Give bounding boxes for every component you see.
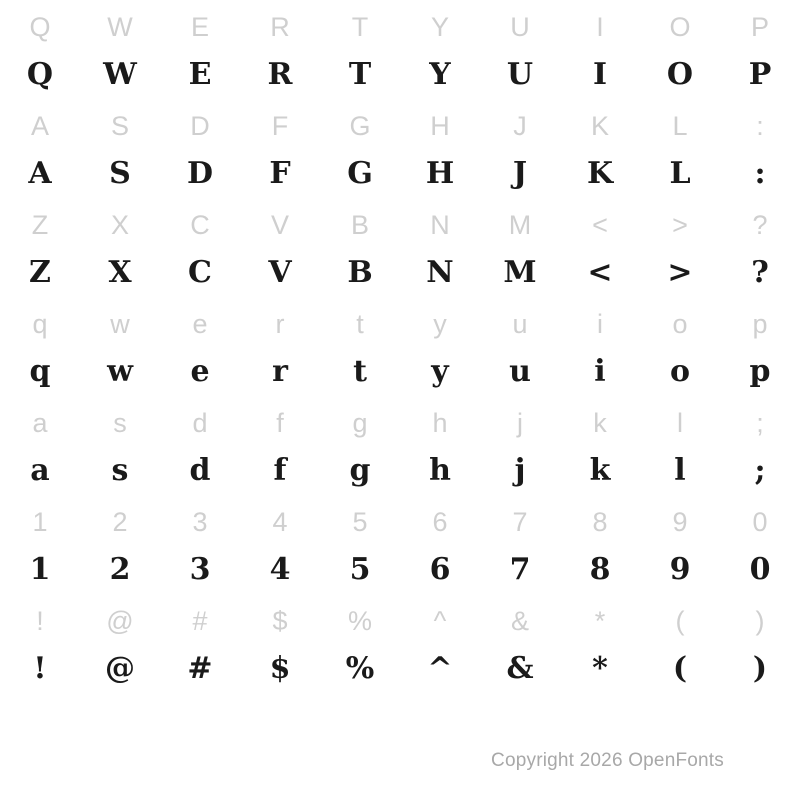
key-label-cell: D: [190, 111, 210, 141]
glyph-cell: *: [592, 651, 608, 686]
glyph-cell: Q: [26, 57, 54, 92]
glyph-cell: j: [514, 453, 526, 488]
key-label-cell: A: [30, 111, 49, 141]
glyph-sample-row: [0, 153, 800, 202]
glyph-cell: @: [105, 651, 135, 686]
glyph-cell: 5: [349, 552, 371, 587]
key-label-cell: d: [192, 408, 208, 438]
key-label-cell: :: [756, 111, 764, 141]
copyright-notice: Copyright 2026 OpenFonts: [491, 750, 724, 771]
glyph-cell: 3: [189, 552, 211, 587]
key-label-cell: ^: [433, 606, 447, 636]
glyph-cell: N: [426, 255, 454, 290]
glyph-cell: W: [103, 57, 137, 92]
key-label-cell: w: [110, 309, 130, 339]
glyph-cell: t: [353, 354, 367, 389]
glyph-cell: L: [669, 156, 691, 191]
key-label-cell: ;: [756, 408, 764, 438]
key-label-cell: s: [113, 408, 127, 438]
glyph-cell: I: [592, 57, 608, 92]
glyph-cell: P: [748, 57, 772, 92]
key-label-cell: Q: [29, 12, 51, 42]
glyph-cell: g: [349, 453, 371, 488]
key-label-cell: l: [677, 408, 683, 438]
glyph-cell: B: [347, 255, 373, 290]
key-label-cell: ): [755, 606, 765, 636]
key-label-cell: G: [349, 111, 371, 141]
key-label-cell: 9: [672, 507, 688, 537]
glyph-cell: T: [348, 57, 372, 92]
key-label-cell: K: [590, 111, 609, 141]
key-label-cell: r: [275, 309, 285, 339]
glyph-cell: 6: [429, 552, 451, 587]
glyph-sample-row: [0, 351, 800, 400]
key-label-cell: 7: [512, 507, 528, 537]
key-label-cell: <: [592, 210, 608, 240]
glyph-cell: 7: [509, 552, 531, 587]
glyph-cell: f: [273, 453, 287, 488]
glyph-cell: X: [108, 255, 132, 290]
keyboard-key-row: [0, 103, 800, 153]
key-label-cell: M: [508, 210, 532, 240]
key-label-cell: o: [672, 309, 688, 339]
glyph-cell: S: [109, 156, 131, 191]
glyph-cell: o: [669, 354, 690, 389]
key-label-cell: y: [433, 309, 447, 339]
key-label-cell: k: [593, 408, 607, 438]
glyph-cell: 2: [109, 552, 131, 587]
key-label-cell: @: [106, 606, 134, 636]
key-label-cell: B: [350, 210, 369, 240]
key-label-cell: J: [513, 111, 527, 141]
key-label-cell: #: [192, 606, 208, 636]
key-label-cell: u: [512, 309, 528, 339]
glyph-cell: ): [752, 651, 768, 686]
glyph-cell: U: [506, 57, 534, 92]
glyph-cell: l: [674, 453, 686, 488]
key-label-cell: 8: [592, 507, 608, 537]
glyph-cell: :: [754, 156, 766, 191]
key-label-cell: g: [352, 408, 368, 438]
key-label-cell: 1: [32, 507, 48, 537]
key-label-cell: Z: [31, 210, 49, 240]
key-label-cell: F: [271, 111, 289, 141]
key-label-cell: j: [517, 408, 523, 438]
glyph-cell: >: [667, 255, 693, 290]
glyph-cell: (: [672, 651, 688, 686]
glyph-sample-row: [0, 252, 800, 301]
keyboard-key-row: [0, 4, 800, 54]
glyph-cell: M: [503, 255, 537, 290]
key-label-cell: W: [107, 12, 133, 42]
key-label-cell: p: [752, 309, 768, 339]
keyboard-key-row: [0, 202, 800, 252]
glyph-cell: 1: [29, 552, 51, 587]
glyph-sample-row: [0, 549, 800, 598]
glyph-cell: %: [345, 651, 375, 686]
key-label-cell: >: [672, 210, 688, 240]
key-label-cell: i: [597, 309, 603, 339]
glyph-cell: H: [425, 156, 455, 191]
key-label-cell: $: [272, 606, 288, 636]
glyph-cell: $: [269, 651, 291, 686]
glyph-cell: ?: [751, 255, 769, 290]
glyph-cell: ;: [754, 453, 766, 488]
glyph-cell: R: [267, 57, 293, 92]
glyph-cell: u: [509, 354, 531, 389]
glyph-cell: !: [33, 651, 47, 686]
glyph-cell: G: [347, 156, 373, 191]
glyph-cell: #: [187, 651, 213, 686]
keyboard-key-row: [0, 400, 800, 450]
key-label-cell: U: [510, 12, 530, 42]
glyph-cell: <: [587, 255, 613, 290]
key-label-cell: R: [270, 12, 290, 42]
key-label-cell: T: [351, 12, 369, 42]
glyph-cell: F: [269, 156, 291, 191]
key-label-cell: I: [596, 12, 604, 42]
glyph-cell: a: [30, 453, 50, 488]
glyph-cell: y: [431, 354, 449, 389]
key-label-cell: %: [347, 606, 372, 636]
key-label-cell: V: [270, 210, 289, 240]
key-label-cell: L: [672, 111, 688, 141]
glyph-cell: C: [188, 255, 212, 290]
key-label-cell: ?: [752, 210, 768, 240]
key-label-cell: f: [276, 408, 284, 438]
key-label-cell: 6: [432, 507, 448, 537]
glyph-cell: r: [272, 354, 288, 389]
glyph-cell: A: [28, 156, 52, 191]
key-label-cell: X: [110, 210, 129, 240]
glyph-sample-row: [0, 648, 800, 697]
glyph-cell: Y: [429, 57, 451, 92]
keyboard-key-row: [0, 499, 800, 549]
key-label-cell: *: [594, 606, 606, 636]
glyph-cell: O: [666, 57, 694, 92]
key-label-cell: 4: [272, 507, 288, 537]
key-label-cell: 3: [192, 507, 208, 537]
key-label-cell: Y: [430, 12, 449, 42]
keyboard-key-row: [0, 598, 800, 648]
glyph-cell: w: [107, 354, 133, 389]
glyph-cell: &: [506, 651, 534, 686]
glyph-cell: K: [586, 156, 614, 191]
glyph-cell: E: [188, 57, 212, 92]
glyph-sample-row: [0, 54, 800, 103]
key-label-cell: 5: [352, 507, 368, 537]
key-label-cell: h: [432, 408, 448, 438]
key-label-cell: O: [669, 12, 691, 42]
glyph-cell: V: [268, 255, 292, 290]
glyph-cell: i: [594, 354, 606, 389]
glyph-cell: 0: [749, 552, 771, 587]
glyph-sample-row: [0, 450, 800, 499]
key-label-cell: 2: [112, 507, 128, 537]
glyph-cell: d: [189, 453, 211, 488]
key-label-cell: a: [32, 408, 48, 438]
key-label-cell: &: [510, 606, 529, 636]
key-label-cell: N: [430, 210, 450, 240]
glyph-cell: Z: [29, 255, 51, 290]
glyph-cell: D: [186, 156, 213, 191]
glyph-cell: q: [29, 354, 51, 389]
glyph-cell: 4: [269, 552, 291, 587]
key-label-cell: P: [750, 12, 769, 42]
key-label-cell: C: [190, 210, 210, 240]
key-label-cell: (: [675, 606, 685, 636]
key-label-cell: q: [32, 309, 48, 339]
key-label-cell: e: [192, 309, 208, 339]
key-label-cell: t: [356, 309, 364, 339]
glyph-cell: e: [190, 354, 210, 389]
glyph-cell: 9: [669, 552, 691, 587]
keyboard-key-row: [0, 301, 800, 351]
key-label-cell: E: [190, 12, 209, 42]
glyph-cell: J: [512, 156, 528, 191]
key-label-cell: !: [36, 606, 44, 636]
glyph-cell: ^: [427, 651, 453, 686]
glyph-cell: k: [589, 453, 611, 488]
glyph-cell: h: [429, 453, 451, 488]
glyph-cell: s: [111, 453, 129, 488]
key-label-cell: 0: [752, 507, 768, 537]
key-label-cell: S: [110, 111, 129, 141]
glyph-cell: 8: [589, 552, 611, 587]
glyph-cell: p: [749, 354, 771, 389]
key-label-cell: H: [430, 111, 450, 141]
